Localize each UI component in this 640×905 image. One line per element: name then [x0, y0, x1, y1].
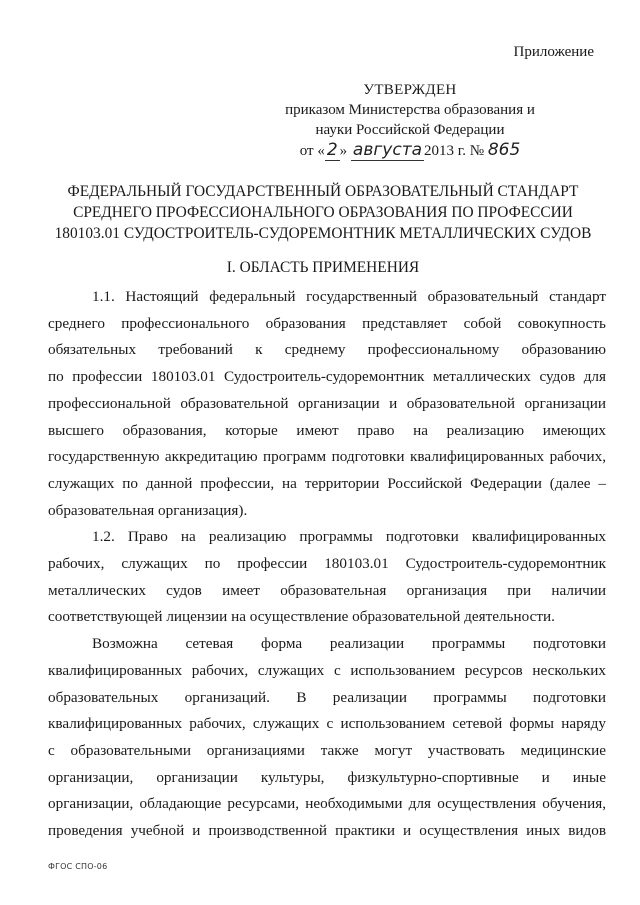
paragraph-1-1: 1.1. Настоящий федеральный государственный образовательный стандарт	[92, 288, 606, 305]
date-mid: »	[339, 143, 348, 159]
approval-line-2: науки Российской Федерации	[315, 122, 505, 138]
paragraph-1-9: образовательная организация).	[48, 501, 248, 519]
paragraph-1-5: профессиональной образовательной организации и образовательной организации	[48, 394, 606, 412]
paragraph-2-4: соответствующей лицензии на осуществление образовательной деятельности.	[48, 608, 555, 626]
paragraph-3-6: организации, организации культуры, физкультурно-спортивные и иные	[48, 768, 606, 786]
paragraph-1-2: среднего профессионального образования представляет собой совокупность	[48, 314, 606, 332]
paragraph-1-6: высшего образования, которые имеют право на реализацию имеющих	[48, 421, 606, 439]
paragraph-3-5: с образовательными организациями также могут участвовать медицинские	[48, 741, 606, 759]
paragraph-1-7: государственную аккредитацию программ подготовки квалифицированных рабочих,	[48, 448, 606, 466]
footer-code: ФГОС СПО-06	[48, 862, 108, 871]
approval-block	[260, 80, 560, 161]
paragraph-2-2: рабочих, служащих по профессии 180103.01 Судостроитель-судоремонтник	[48, 555, 606, 573]
approval-date-line	[260, 140, 560, 161]
paragraph-3-2: квалифицированных рабочих, служащих с использованием ресурсов нескольких	[48, 661, 606, 679]
paragraph-1-3: обязательных требований к среднему профессиональному образованию	[48, 341, 606, 359]
title-line-3: 180103.01 СУДОСТРОИТЕЛЬ-СУДОРЕМОНТНИК МЕТАЛЛИЧЕСКИХ СУДОВ	[54, 225, 592, 242]
paragraph-3-1: Возможна сетевая форма реализации программы подготовки	[92, 635, 606, 653]
paragraph-3-7: организации, обладающие ресурсами, необходимыми для осуществления обучения,	[48, 795, 606, 813]
title-line-2: СРЕДНЕГО ПРОФЕССИОНАЛЬНОГО ОБРАЗОВАНИЯ ПО ПРОФЕССИИ	[73, 204, 573, 221]
date-prefix: от «	[299, 143, 325, 159]
section-heading: I. ОБЛАСТЬ ПРИМЕНЕНИЯ	[226, 259, 420, 276]
approval-line-1: приказом Министерства образования и	[285, 102, 535, 118]
paragraph-2-3: металлических судов имеет образовательная организация при наличии	[48, 581, 606, 599]
paragraph-2-1: 1.2. Право на реализацию программы подготовки квалифицированных	[92, 528, 606, 546]
body-text	[48, 284, 606, 845]
paragraph-1-8: служащих по данной профессии, на территории Российской Федерации (далее –	[48, 474, 606, 492]
date-year: 2013 г. №	[424, 143, 485, 159]
title-line-1: ФЕДЕРАЛЬНЫЙ ГОСУДАРСТВЕННЫЙ ОБРАЗОВАТЕЛЬНЫЙ СТАНДАРТ	[67, 183, 579, 200]
order-number-handwritten: 865	[487, 140, 521, 160]
paragraph-1-4: по профессии 180103.01 Судостроитель-судоремонтник металлических судов для	[48, 368, 606, 386]
paragraph-3-3: образовательных организаций. В реализации программы подготовки	[48, 688, 606, 706]
document-title	[40, 181, 606, 244]
date-month-handwritten: августа	[352, 140, 423, 160]
paragraph-3-4: квалифицированных рабочих, служащих с использованием сетевой формы наряду	[48, 715, 606, 733]
paragraph-3-8: проведения учебной и производственной практики и осуществления иных видов	[48, 822, 606, 840]
appendix-label: Приложение	[513, 44, 594, 60]
date-day-handwritten: 2	[326, 140, 338, 160]
approval-stamp: УТВЕРЖДЕН	[363, 82, 457, 98]
